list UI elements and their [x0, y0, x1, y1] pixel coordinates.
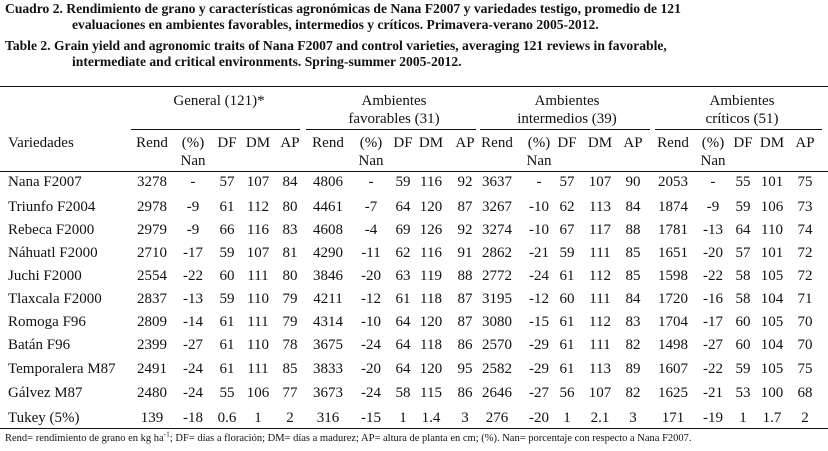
cell-3-0: 2710 — [137, 245, 167, 261]
cell-3-14: 85 — [625, 245, 641, 261]
cell-0-17: 55 — [735, 174, 751, 190]
cell-10-11: -20 — [529, 410, 549, 426]
cell-8-2: 61 — [219, 361, 235, 377]
cell-10-13: 2.1 — [590, 410, 610, 426]
cell-8-12: 61 — [559, 361, 575, 377]
cell-7-0: 2399 — [137, 337, 167, 353]
cell-6-15: 1704 — [658, 314, 688, 330]
cell-5-0: 2837 — [137, 291, 167, 307]
cell-6-6: -10 — [361, 314, 381, 330]
cell-0-16: - — [710, 174, 716, 190]
group-underline-2 — [480, 129, 650, 130]
subheader-6: (%) — [359, 135, 383, 151]
cell-0-7: 59 — [395, 174, 411, 190]
cell-3-9: 91 — [457, 245, 473, 261]
cell-7-7: 64 — [395, 337, 411, 353]
cell-6-2: 61 — [219, 314, 235, 330]
subheader-13: DM — [587, 135, 613, 151]
cell-7-15: 1498 — [658, 337, 688, 353]
cell-9-17: 53 — [735, 385, 751, 401]
caption-english-line1: Table 2. Grain yield and agronomic traits of Nana F2007 and control varieties, averaging 121 reviews in favorable, — [5, 38, 667, 53]
row-name-5: Tlaxcala F2000 — [8, 291, 102, 307]
cell-7-13: 111 — [589, 337, 611, 353]
cell-8-10: 2582 — [482, 361, 512, 377]
caption-english-line2: intermediate and critical environments. Spring-summer 2005-2012. — [72, 54, 462, 69]
cell-7-4: 78 — [282, 337, 298, 353]
cell-4-17: 58 — [735, 268, 751, 284]
cell-7-14: 82 — [625, 337, 641, 353]
subheader-7: DF — [393, 135, 413, 151]
cell-8-19: 75 — [797, 361, 813, 377]
caption-spanish-line2: evaluaciones en ambientes favorables, intermedios y críticos. Primavera-verano 2005-2012. — [72, 17, 599, 32]
cell-0-14: 90 — [625, 174, 641, 190]
cell-4-18: 105 — [760, 268, 784, 284]
cell-5-10: 3195 — [482, 291, 512, 307]
cell-1-0: 2978 — [137, 199, 167, 215]
cell-8-18: 105 — [760, 361, 784, 377]
cell-5-4: 79 — [282, 291, 298, 307]
cell-3-4: 81 — [282, 245, 298, 261]
cell-4-14: 85 — [625, 268, 641, 284]
cell-6-13: 112 — [589, 314, 611, 330]
cell-8-6: -20 — [361, 361, 381, 377]
cell-3-17: 57 — [735, 245, 751, 261]
cell-2-8: 126 — [419, 222, 443, 238]
cell-8-9: 95 — [457, 361, 473, 377]
cell-8-7: 64 — [395, 361, 411, 377]
cell-0-11: - — [536, 174, 542, 190]
cell-2-13: 117 — [589, 222, 611, 238]
subheader-19: AP — [795, 135, 815, 151]
cell-9-2: 55 — [219, 385, 235, 401]
cell-5-7: 61 — [395, 291, 411, 307]
cell-1-4: 80 — [282, 199, 298, 215]
cell-6-10: 3080 — [482, 314, 512, 330]
cell-6-16: -17 — [703, 314, 723, 330]
cell-9-13: 107 — [588, 385, 612, 401]
cell-6-8: 120 — [419, 314, 443, 330]
cell-3-18: 101 — [760, 245, 784, 261]
cell-2-2: 66 — [219, 222, 235, 238]
cell-0-2: 57 — [219, 174, 235, 190]
cell-10-16: -19 — [703, 410, 723, 426]
cell-0-13: 107 — [588, 174, 612, 190]
row-name-1: Triunfo F2004 — [8, 199, 96, 215]
cell-9-18: 100 — [760, 385, 784, 401]
cell-10-3: 1 — [254, 410, 262, 426]
cell-7-11: -29 — [529, 337, 549, 353]
cell-1-18: 106 — [760, 199, 784, 215]
cell-5-17: 58 — [735, 291, 751, 307]
header-bottom-rule — [0, 171, 828, 172]
cell-1-15: 1874 — [658, 199, 688, 215]
cell-7-9: 86 — [457, 337, 473, 353]
cell-1-10: 3267 — [482, 199, 512, 215]
cell-9-0: 2480 — [137, 385, 167, 401]
subheader-8: DM — [418, 135, 444, 151]
cell-10-9: 3 — [461, 410, 469, 426]
cell-9-3: 106 — [246, 385, 270, 401]
cell-9-19: 68 — [797, 385, 813, 401]
cell-4-12: 61 — [559, 268, 575, 284]
cell-2-14: 88 — [625, 222, 641, 238]
cell-4-3: 111 — [247, 268, 269, 284]
cell-10-8: 1.4 — [421, 410, 441, 426]
row-name-6: Romoga F96 — [8, 314, 86, 330]
cell-7-10: 2570 — [482, 337, 512, 353]
cell-7-3: 110 — [247, 337, 269, 353]
row-name-7: Batán F96 — [8, 337, 71, 353]
cell-0-18: 101 — [760, 174, 784, 190]
row-name-8: Temporalera M87 — [8, 361, 116, 377]
cell-6-9: 87 — [457, 314, 473, 330]
cell-3-10: 2862 — [482, 245, 512, 261]
cell-7-6: -24 — [361, 337, 381, 353]
cell-7-19: 70 — [797, 337, 813, 353]
subheader-nan-1: Nan — [180, 153, 206, 169]
cell-3-5: 4290 — [313, 245, 343, 261]
cell-2-9: 92 — [457, 222, 473, 238]
cell-10-7: 1 — [399, 410, 407, 426]
cell-2-6: -4 — [364, 222, 378, 238]
cell-0-19: 75 — [797, 174, 813, 190]
cell-10-4: 2 — [286, 410, 294, 426]
cell-4-1: -22 — [183, 268, 203, 284]
cell-0-1: - — [190, 174, 196, 190]
group-header-3-line1: Ambientes — [709, 93, 775, 109]
subheader-14: AP — [623, 135, 643, 151]
cell-1-2: 61 — [219, 199, 235, 215]
cell-5-18: 104 — [760, 291, 784, 307]
row-header-label: Variedades — [8, 135, 74, 151]
cell-3-8: 116 — [420, 245, 442, 261]
cell-0-3: 107 — [246, 174, 270, 190]
cell-1-11: -10 — [529, 199, 549, 215]
row-name-3: Náhuatl F2000 — [8, 245, 98, 261]
cell-4-19: 72 — [797, 268, 813, 284]
cell-1-13: 113 — [589, 199, 611, 215]
subheader-1: (%) — [181, 135, 205, 151]
cell-1-17: 59 — [735, 199, 751, 215]
cell-8-11: -29 — [529, 361, 549, 377]
cell-9-15: 1625 — [658, 385, 688, 401]
cell-2-3: 116 — [247, 222, 269, 238]
cell-4-11: -24 — [529, 268, 549, 284]
cell-4-16: -22 — [703, 268, 723, 284]
cell-9-11: -27 — [529, 385, 549, 401]
subheader-16: (%) — [701, 135, 725, 151]
cell-10-15: 171 — [661, 410, 685, 426]
cell-6-18: 105 — [760, 314, 784, 330]
cell-4-7: 63 — [395, 268, 411, 284]
subheader-17: DF — [733, 135, 753, 151]
cell-3-16: -20 — [703, 245, 723, 261]
cell-8-0: 2491 — [137, 361, 167, 377]
cell-1-8: 120 — [419, 199, 443, 215]
cell-0-9: 92 — [457, 174, 473, 190]
table-bottom-rule — [0, 428, 828, 429]
subheader-nan-6: Nan — [358, 153, 384, 169]
cell-6-0: 2809 — [137, 314, 167, 330]
cell-7-5: 3675 — [313, 337, 343, 353]
cell-3-19: 72 — [797, 245, 813, 261]
cell-10-5: 316 — [316, 410, 340, 426]
subheader-2: DF — [217, 135, 237, 151]
cell-2-5: 4608 — [313, 222, 343, 238]
cell-8-4: 85 — [282, 361, 298, 377]
cell-1-5: 4461 — [313, 199, 343, 215]
cell-2-12: 67 — [559, 222, 575, 238]
cell-9-16: -21 — [703, 385, 723, 401]
group-header-3-line2: críticos (51) — [705, 111, 779, 127]
cell-1-7: 64 — [395, 199, 411, 215]
cell-9-9: 86 — [457, 385, 473, 401]
subheader-5: Rend — [312, 135, 344, 151]
cell-9-12: 56 — [559, 385, 575, 401]
cell-3-13: 111 — [589, 245, 611, 261]
cell-3-2: 59 — [219, 245, 235, 261]
subheader-nan-11: Nan — [526, 153, 552, 169]
cell-9-1: -24 — [183, 385, 203, 401]
cell-5-12: 60 — [559, 291, 575, 307]
subheader-nan-16: Nan — [700, 153, 726, 169]
cell-4-9: 88 — [457, 268, 473, 284]
cell-0-6: - — [368, 174, 374, 190]
cell-9-4: 77 — [282, 385, 298, 401]
cell-1-9: 87 — [457, 199, 473, 215]
group-header-2-line2: intermedios (39) — [517, 111, 617, 127]
cell-2-7: 69 — [395, 222, 411, 238]
cell-8-3: 111 — [247, 361, 269, 377]
cell-8-1: -24 — [183, 361, 203, 377]
cell-7-1: -27 — [183, 337, 203, 353]
cell-5-2: 59 — [219, 291, 235, 307]
cell-0-15: 2053 — [658, 174, 688, 190]
cell-4-10: 2772 — [482, 268, 512, 284]
cell-10-2: 0.6 — [217, 410, 237, 426]
row-name-4: Juchi F2000 — [8, 268, 82, 284]
footnote-superscript: -1 — [163, 429, 170, 439]
cell-7-12: 61 — [559, 337, 575, 353]
cell-8-8: 120 — [419, 361, 443, 377]
cell-5-3: 110 — [247, 291, 269, 307]
cell-6-14: 83 — [625, 314, 641, 330]
cell-7-16: -27 — [703, 337, 723, 353]
cell-6-7: 64 — [395, 314, 411, 330]
cell-5-19: 71 — [797, 291, 813, 307]
cell-4-5: 3846 — [313, 268, 343, 284]
subheader-18: DM — [759, 135, 785, 151]
footnote-text-2: ; DF= días a floración; DM= días a madurez; AP= altura de planta en cm; (%). Nan= porcentaje con respecto a Nana F2007. — [169, 433, 692, 444]
caption-spanish-line1: Cuadro 2. Rendimiento de grano y características agronómicas de Nana F2007 y variedades testigo, promedio de 121 — [5, 1, 681, 16]
cell-5-15: 1720 — [658, 291, 688, 307]
cell-5-6: -12 — [361, 291, 381, 307]
cell-9-10: 2646 — [482, 385, 512, 401]
group-underline-0 — [131, 129, 300, 130]
caption-spanish — [5, 1, 681, 33]
caption-english — [5, 38, 667, 70]
cell-2-0: 2979 — [137, 222, 167, 238]
cell-6-5: 4314 — [313, 314, 343, 330]
cell-5-16: -16 — [703, 291, 723, 307]
cell-1-14: 84 — [625, 199, 641, 215]
row-name-10: Tukey (5%) — [8, 410, 80, 426]
subheader-12: DF — [557, 135, 577, 151]
group-header-1-line2: favorables (31) — [348, 111, 440, 127]
cell-7-2: 61 — [219, 337, 235, 353]
subheader-9: AP — [455, 135, 475, 151]
cell-2-10: 3274 — [482, 222, 512, 238]
cell-9-8: 115 — [420, 385, 442, 401]
cell-3-15: 1651 — [658, 245, 688, 261]
cell-2-16: -13 — [703, 222, 723, 238]
cell-3-1: -17 — [183, 245, 203, 261]
cell-10-17: 1 — [739, 410, 747, 426]
cell-5-13: 111 — [589, 291, 611, 307]
cell-7-8: 118 — [420, 337, 442, 353]
cell-4-8: 119 — [420, 268, 442, 284]
cell-8-17: 59 — [735, 361, 751, 377]
subheader-0: Rend — [136, 135, 168, 151]
cell-3-12: 59 — [559, 245, 575, 261]
cell-0-0: 3278 — [137, 174, 167, 190]
cell-4-13: 112 — [589, 268, 611, 284]
cell-0-4: 84 — [282, 174, 298, 190]
cell-3-3: 107 — [246, 245, 270, 261]
cell-6-12: 61 — [559, 314, 575, 330]
cell-9-7: 58 — [395, 385, 411, 401]
group-header-0: General (121)* — [173, 93, 265, 109]
cell-4-15: 1598 — [658, 268, 688, 284]
cell-10-14: 3 — [629, 410, 637, 426]
cell-4-0: 2554 — [137, 268, 167, 284]
cell-8-13: 113 — [589, 361, 611, 377]
subheader-10: Rend — [481, 135, 513, 151]
cell-10-6: -15 — [361, 410, 381, 426]
group-header-1-line1: Ambientes — [361, 93, 427, 109]
cell-2-4: 83 — [282, 222, 298, 238]
cell-1-3: 112 — [247, 199, 269, 215]
cell-10-19: 2 — [801, 410, 809, 426]
cell-10-12: 1 — [563, 410, 571, 426]
cell-8-5: 3833 — [313, 361, 343, 377]
cell-10-18: 1.7 — [762, 410, 782, 426]
cell-2-11: -10 — [529, 222, 549, 238]
cell-2-15: 1781 — [658, 222, 688, 238]
cell-4-2: 60 — [219, 268, 235, 284]
cell-8-16: -22 — [703, 361, 723, 377]
cell-5-1: -13 — [183, 291, 203, 307]
cell-1-19: 73 — [797, 199, 813, 215]
cell-5-14: 84 — [625, 291, 641, 307]
cell-10-0: 139 — [140, 410, 164, 426]
cell-0-5: 4806 — [313, 174, 343, 190]
table-top-rule — [0, 86, 828, 87]
cell-9-6: -24 — [361, 385, 381, 401]
cell-1-1: -9 — [186, 199, 200, 215]
cell-7-18: 104 — [760, 337, 784, 353]
cell-0-8: 116 — [420, 174, 442, 190]
cell-2-1: -9 — [186, 222, 200, 238]
footnote-text-1: Rend= rendimiento de grano en kg ha — [5, 433, 164, 444]
cell-8-14: 89 — [625, 361, 641, 377]
row-name-2: Rebeca F2000 — [8, 222, 95, 238]
subheader-4: AP — [280, 135, 300, 151]
cell-10-10: 276 — [485, 410, 509, 426]
group-header-2-line1: Ambientes — [534, 93, 600, 109]
subheader-3: DM — [245, 135, 271, 151]
cell-1-12: 62 — [559, 199, 575, 215]
cell-6-19: 70 — [797, 314, 813, 330]
cell-4-4: 80 — [282, 268, 298, 284]
cell-6-4: 79 — [282, 314, 298, 330]
cell-3-11: -21 — [529, 245, 549, 261]
cell-6-17: 60 — [735, 314, 751, 330]
cell-7-17: 60 — [735, 337, 751, 353]
cell-6-11: -15 — [529, 314, 549, 330]
cell-5-9: 87 — [457, 291, 473, 307]
cell-2-19: 74 — [797, 222, 813, 238]
subheader-11: (%) — [527, 135, 551, 151]
cell-10-1: -18 — [183, 410, 203, 426]
cell-4-6: -20 — [361, 268, 381, 284]
cell-5-11: -12 — [529, 291, 549, 307]
cell-0-10: 3637 — [482, 174, 512, 190]
cell-2-18: 110 — [761, 222, 783, 238]
cell-3-7: 62 — [395, 245, 411, 261]
row-name-9: Gálvez M87 — [8, 385, 83, 401]
cell-1-16: -9 — [706, 199, 720, 215]
cell-0-12: 57 — [559, 174, 575, 190]
row-name-0: Nana F2007 — [8, 174, 82, 190]
cell-5-5: 4211 — [313, 291, 343, 307]
cell-5-8: 118 — [420, 291, 442, 307]
cell-3-6: -11 — [361, 245, 381, 261]
cell-6-3: 111 — [247, 314, 269, 330]
cell-8-15: 1607 — [658, 361, 688, 377]
group-underline-3 — [655, 129, 822, 130]
subheader-15: Rend — [657, 135, 689, 151]
cell-9-5: 3673 — [313, 385, 343, 401]
cell-1-6: -7 — [364, 199, 378, 215]
table-footnote — [5, 429, 692, 445]
cell-9-14: 82 — [625, 385, 641, 401]
cell-2-17: 64 — [735, 222, 751, 238]
group-underline-1 — [306, 129, 476, 130]
cell-6-1: -14 — [183, 314, 203, 330]
